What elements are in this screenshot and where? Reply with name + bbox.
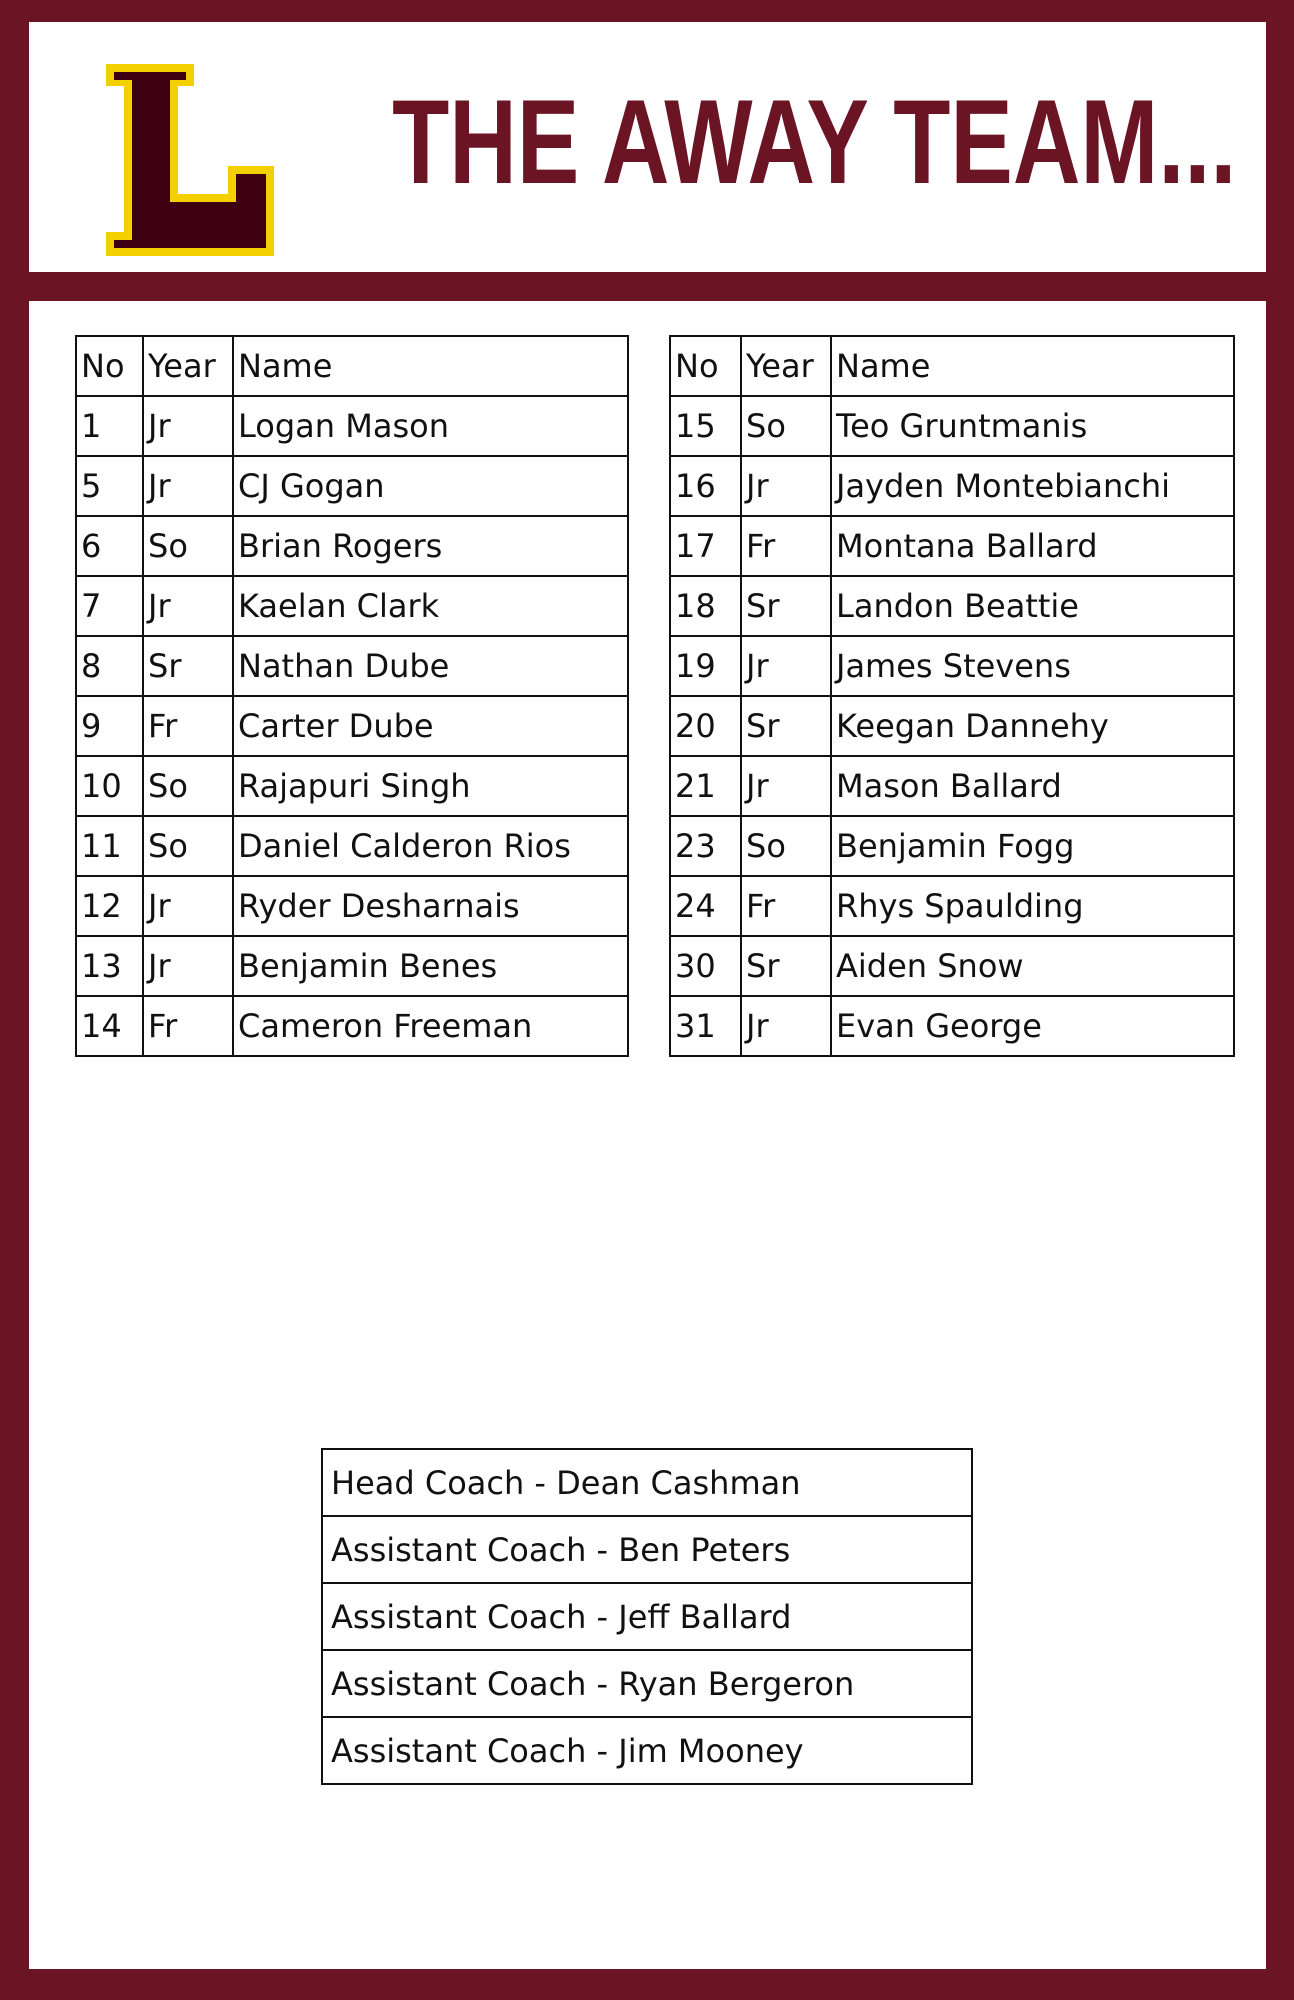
player-year: Sr <box>741 936 831 996</box>
player-name: Rhys Spaulding <box>831 876 1234 936</box>
coach-entry: Assistant Coach - Ryan Bergeron <box>322 1650 972 1717</box>
player-name: Aiden Snow <box>831 936 1234 996</box>
player-year: Jr <box>143 396 233 456</box>
column-header-year: Year <box>143 336 233 396</box>
player-name: Cameron Freeman <box>233 996 628 1056</box>
coach-entry: Head Coach - Dean Cashman <box>322 1449 972 1516</box>
player-number: 31 <box>670 996 741 1056</box>
player-number: 10 <box>76 756 143 816</box>
player-name: Logan Mason <box>233 396 628 456</box>
player-year: Fr <box>143 696 233 756</box>
player-name: Nathan Dube <box>233 636 628 696</box>
player-number: 13 <box>76 936 143 996</box>
roster-table-left <box>75 335 629 1057</box>
table-row <box>670 636 1234 696</box>
player-name: Keegan Dannehy <box>831 696 1234 756</box>
table-row <box>670 696 1234 756</box>
roster-table-right <box>669 335 1235 1057</box>
table-row <box>670 936 1234 996</box>
player-number: 20 <box>670 696 741 756</box>
player-year: Fr <box>143 996 233 1056</box>
player-year: Fr <box>741 516 831 576</box>
player-year: Jr <box>143 456 233 516</box>
player-name: Teo Gruntmanis <box>831 396 1234 456</box>
player-year: Jr <box>741 756 831 816</box>
table-row <box>76 756 628 816</box>
player-number: 12 <box>76 876 143 936</box>
column-header-name: Name <box>233 336 628 396</box>
player-year: So <box>741 816 831 876</box>
player-year: Sr <box>741 696 831 756</box>
table-row <box>76 996 628 1056</box>
table-header-row <box>76 336 628 396</box>
player-name: Benjamin Fogg <box>831 816 1234 876</box>
player-name: Daniel Calderon Rios <box>233 816 628 876</box>
page-title: THE AWAY TEAM... <box>391 75 1236 209</box>
player-number: 19 <box>670 636 741 696</box>
player-name: Carter Dube <box>233 696 628 756</box>
player-number: 9 <box>76 696 143 756</box>
player-name: Rajapuri Singh <box>233 756 628 816</box>
player-name: Benjamin Benes <box>233 936 628 996</box>
roster-panel <box>29 301 1266 1969</box>
player-year: Jr <box>143 936 233 996</box>
player-number: 5 <box>76 456 143 516</box>
coach-entry: Assistant Coach - Jim Mooney <box>322 1717 972 1784</box>
player-number: 21 <box>670 756 741 816</box>
player-year: So <box>143 816 233 876</box>
player-number: 8 <box>76 636 143 696</box>
coach-row <box>322 1583 972 1650</box>
player-name: CJ Gogan <box>233 456 628 516</box>
player-year: Fr <box>741 876 831 936</box>
player-year: Jr <box>741 996 831 1056</box>
coach-row <box>322 1516 972 1583</box>
player-year: So <box>143 756 233 816</box>
player-year: Sr <box>741 576 831 636</box>
player-name: Brian Rogers <box>233 516 628 576</box>
column-header-no: No <box>76 336 143 396</box>
player-number: 30 <box>670 936 741 996</box>
player-year: Jr <box>143 876 233 936</box>
player-year: Jr <box>143 576 233 636</box>
player-name: James Stevens <box>831 636 1234 696</box>
player-name: Evan George <box>831 996 1234 1056</box>
coaches-table <box>321 1448 973 1785</box>
player-number: 14 <box>76 996 143 1056</box>
table-row <box>76 456 628 516</box>
coach-row <box>322 1449 972 1516</box>
table-row <box>670 816 1234 876</box>
table-row <box>76 876 628 936</box>
player-name: Ryder Desharnais <box>233 876 628 936</box>
table-row <box>670 996 1234 1056</box>
column-header-name: Name <box>831 336 1234 396</box>
player-year: Sr <box>143 636 233 696</box>
player-number: 7 <box>76 576 143 636</box>
player-name: Kaelan Clark <box>233 576 628 636</box>
table-row <box>670 876 1234 936</box>
player-number: 11 <box>76 816 143 876</box>
header-panel <box>29 22 1266 272</box>
table-header-row <box>670 336 1234 396</box>
table-row <box>76 576 628 636</box>
coach-row <box>322 1717 972 1784</box>
table-row <box>76 816 628 876</box>
player-number: 17 <box>670 516 741 576</box>
player-number: 16 <box>670 456 741 516</box>
player-number: 18 <box>670 576 741 636</box>
player-number: 6 <box>76 516 143 576</box>
table-row <box>76 396 628 456</box>
player-year: Jr <box>741 636 831 696</box>
table-row <box>76 696 628 756</box>
player-number: 1 <box>76 396 143 456</box>
player-year: Jr <box>741 456 831 516</box>
table-row <box>670 516 1234 576</box>
table-row <box>76 636 628 696</box>
table-row <box>670 456 1234 516</box>
player-name: Montana Ballard <box>831 516 1234 576</box>
player-name: Jayden Montebianchi <box>831 456 1234 516</box>
player-number: 24 <box>670 876 741 936</box>
table-row <box>670 756 1234 816</box>
coach-entry: Assistant Coach - Jeff Ballard <box>322 1583 972 1650</box>
coach-entry: Assistant Coach - Ben Peters <box>322 1516 972 1583</box>
column-header-no: No <box>670 336 741 396</box>
player-year: So <box>741 396 831 456</box>
table-row <box>670 396 1234 456</box>
player-number: 23 <box>670 816 741 876</box>
player-name: Mason Ballard <box>831 756 1234 816</box>
table-row <box>670 576 1234 636</box>
player-name: Landon Beattie <box>831 576 1234 636</box>
player-year: So <box>143 516 233 576</box>
player-number: 15 <box>670 396 741 456</box>
column-header-year: Year <box>741 336 831 396</box>
school-logo-l-icon <box>102 60 278 260</box>
table-row <box>76 516 628 576</box>
coach-row <box>322 1650 972 1717</box>
table-row <box>76 936 628 996</box>
